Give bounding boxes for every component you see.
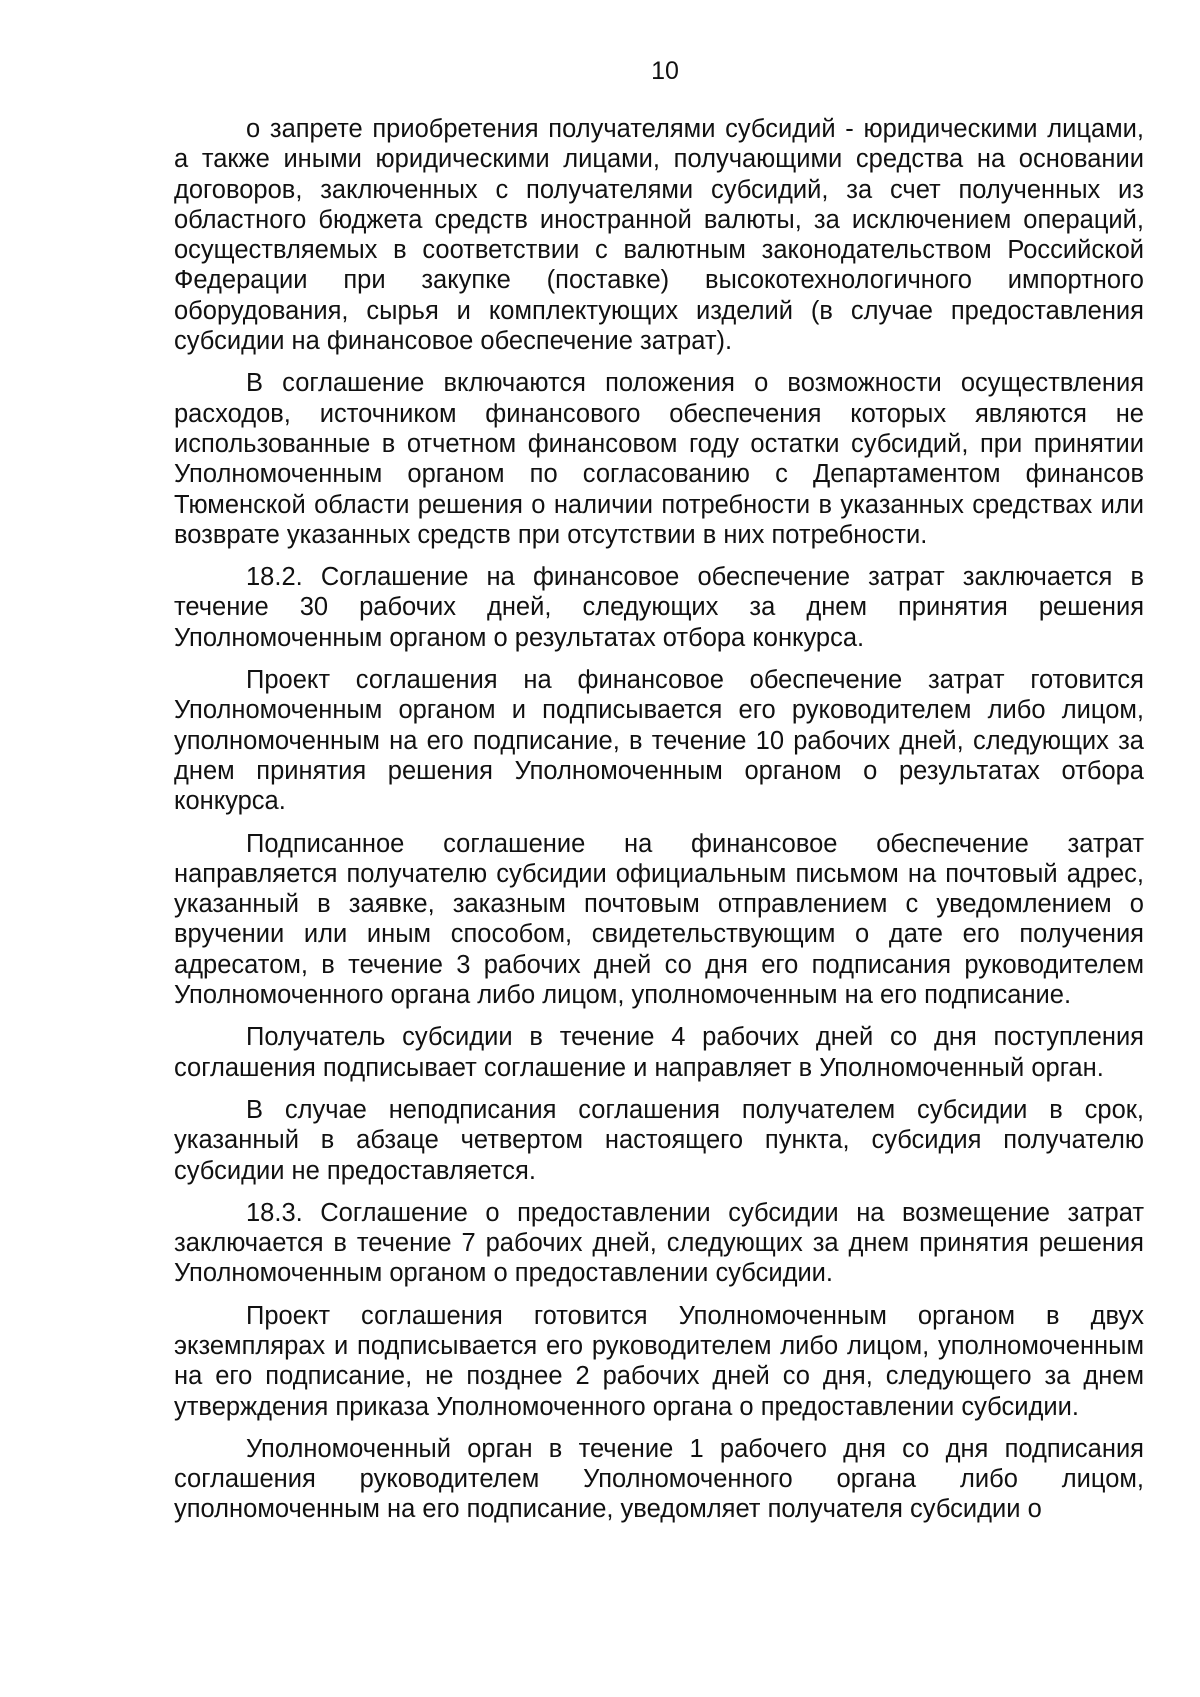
paragraph-two-copies-draft: Проект соглашения готовится Уполномоченным органом в двух экземплярах и подписывается его руководителем либо лицом, уполномоченным на его подписание, не позднее 2 рабочих дней со дня, следующего за днем утверждения приказа Уполномоченного органа о предоставлении субсидии.	[174, 1301, 1144, 1421]
document-body	[174, 114, 1144, 1537]
paragraph-signed-agreement-sending: Подписанное соглашение на финансовое обеспечение затрат направляется получателю субсидии официальным письмом на почтовый адрес, указанный в заявке, заказным почтовым отправлением с уведомлением о вручении или иным способом, свидетельствующим о дате его получения адресатом, в течение 3 рабочих дней со дня его подписания руководителем Уполномоченного органа либо лицом, уполномоченным на его подписание.	[174, 829, 1144, 1010]
page-number: 10	[651, 57, 679, 85]
paragraph-18-2-agreement-term: 18.2. Соглашение на финансовое обеспечение затрат заключается в течение 30 рабочих дней, следующих за днем принятия решения Уполномоченным органом о результатах отбора конкурса.	[174, 563, 1144, 652]
paragraph-18-3-compensation-agreement: 18.3. Соглашение о предоставлении субсидии на возмещение затрат заключается в течение 7 рабочих дней, следующих за днем принятия решения Уполномоченным органом о предоставлении субсидии.	[174, 1198, 1144, 1288]
paragraph-notification: Уполномоченный орган в течение 1 рабочего дня со дня подписания соглашения руководителем Уполномоченного органа либо лицом, уполномоченным на его подписание, уведомляет получателя субсидии о	[174, 1434, 1144, 1524]
paragraph-unused-balances: В соглашение включаются положения о возможности осуществления расходов, источником финансового обеспечения которых являются не использованные в отчетном финансовом году остатки субсидий, при принятии Уполномоченным органом по согласованию с Департаментом финансов Тюменской области решения о наличии потребности в указанных средствах или возврате указанных средств при отсутствии в них потребности.	[174, 369, 1144, 549]
paragraph-foreign-currency-ban: о запрете приобретения получателями субсидий - юридическими лицами, а также иными юридическими лицами, получающими средства на основании договоров, заключенных с получателями субсидий, за счет полученных из областного бюджета средств иностранной валюты, за исключением операций, осуществляемых в соответствии с валютным законодательством Российской Федерации при закупке (поставке) высокотехнологичного импортного оборудования, сырья и комплектующих изделий (в случае предоставления субсидии на финансовое обеспечение затрат).	[174, 115, 1144, 356]
paragraph-recipient-signing: Получатель субсидии в течение 4 рабочих дней со дня поступления соглашения подписывает соглашение и направляет в Уполномоченный орган.	[174, 1023, 1144, 1082]
paragraph-draft-agreement: Проект соглашения на финансовое обеспечение затрат готовится Уполномоченным органом и подписывается его руководителем либо лицом, уполномоченным на его подписание, в течение 10 рабочих дней, следующих за днем принятия решения Уполномоченным органом о результатах отбора конкурса.	[174, 666, 1144, 816]
paragraph-non-signing: В случае неподписания соглашения получателем субсидии в срок, указанный в абзаце четвертом настоящего пункта, субсидия получателю субсидии не предоставляется.	[174, 1095, 1144, 1185]
